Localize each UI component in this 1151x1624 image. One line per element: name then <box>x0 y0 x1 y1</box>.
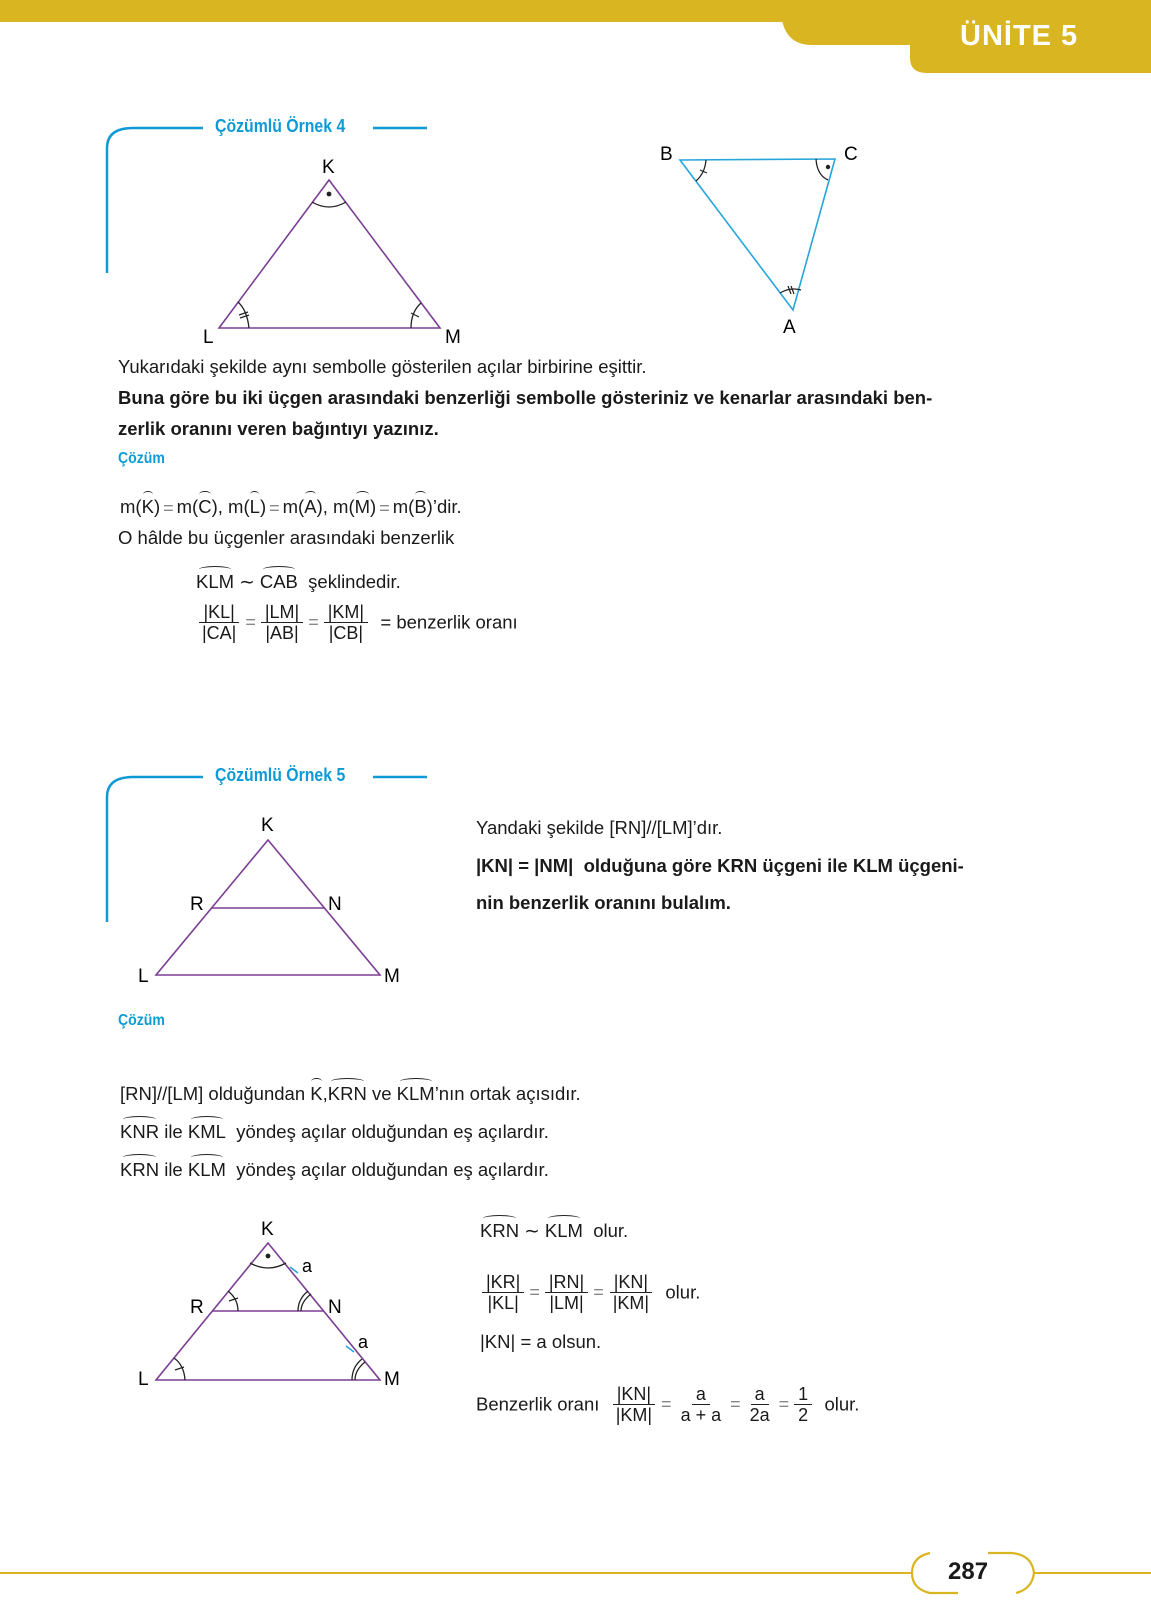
svg-text:a: a <box>358 1332 369 1352</box>
example5-figure <box>130 810 420 990</box>
example5-ratio: $\frac{|KR|}{|KL|}$ = $\frac{|RN|}{|LM|}$ = $\frac{|KN|}{|KM|}$ olur. <box>480 1272 700 1313</box>
example4-solution-label: Çözüm <box>118 450 165 467</box>
vertex-l-label: L <box>203 327 214 348</box>
svg-text:R: R <box>190 1297 204 1318</box>
angle-equalities: m(K) = m(C), m(L) = m(A), m(M) = m(B)’dir. <box>120 496 462 518</box>
example5-solution-label: Çözüm <box>118 1012 165 1029</box>
example4-statement: Yukarıdaki şekilde aynı sembolle gösterilen açılar birbirine eşittir. <box>118 356 647 377</box>
example4-ratio: $\frac{|KL|}{|CA|}$ = $\frac{|LM|}{|AB|}$ = $\frac{|KM|}{|CB|}$ = benzerlik oranı <box>196 602 518 643</box>
vertex-m-label: M <box>445 327 461 348</box>
example4-title: Çözümlü Örnek 4 <box>215 116 346 136</box>
example5-statement: Yandaki şekilde [RN]//[LM]’dır. <box>476 817 723 838</box>
unit-label: ÜNİTE 5 <box>960 20 1079 52</box>
page-number: 287 <box>948 1558 989 1585</box>
example5-question-line1: |KN| = |NM| olduğuna göre KRN üçgeni ile KLM üçgeni- <box>476 855 964 876</box>
vertex-c-label: C <box>844 144 858 165</box>
vertex-k-label: K <box>322 157 335 178</box>
example5-let: |KN| = a olsun. <box>480 1331 602 1352</box>
vertex-b-label: B <box>660 144 673 165</box>
triangle-bca-figure <box>650 135 870 340</box>
example5-similarity: KRN ∼ KLM olur. <box>480 1220 629 1241</box>
example4-solution-line2: O hâlde bu üçgenler arasındaki benzerlik <box>118 527 455 548</box>
example5-solution-line2: KNR ile KML yöndeş açılar olduğundan eş açılardır. <box>120 1121 549 1142</box>
example5-figure-2 <box>130 1215 420 1395</box>
triangle-klm-figure <box>195 150 475 350</box>
svg-text:L: L <box>138 966 149 987</box>
example5-question-line2: nin benzerlik oranını bulalım. <box>476 892 731 913</box>
example4-question-line1: Buna göre bu iki üçgen arasındaki benzerliği sembolle gösteriniz ve kenarlar arasındaki ben- <box>118 387 933 408</box>
svg-text:N: N <box>328 1297 342 1318</box>
example5-result: Benzerlik oranı $\frac{|KN|}{|KM|}$ = $\frac{a}{a + a}$ = $\frac{a}{2a}$ = $\frac{1}{2}$ olur. <box>476 1384 860 1425</box>
example5-solution-line3: KRN ile KLM yöndeş açılar olduğundan eş açılardır. <box>120 1159 549 1180</box>
svg-text:M: M <box>384 1369 400 1390</box>
example5-solution-line1: [RN]//[LM] olduğundan K,KRN ve KLM’nın ortak açısıdır. <box>120 1083 581 1104</box>
example4-question-line2: zerlik oranını veren bağıntıyı yazınız. <box>118 418 439 439</box>
svg-text:K: K <box>261 1219 274 1240</box>
svg-text:L: L <box>138 1369 149 1390</box>
svg-text:a: a <box>302 1256 313 1276</box>
svg-text:R: R <box>190 894 204 915</box>
svg-text:K: K <box>261 815 274 836</box>
svg-text:N: N <box>328 894 342 915</box>
vertex-a-label: A <box>783 317 796 338</box>
example4-similarity: KLM ∼ CAB şeklindedir. <box>196 571 401 592</box>
svg-text:M: M <box>384 966 400 987</box>
example5-title: Çözümlü Örnek 5 <box>215 765 346 785</box>
